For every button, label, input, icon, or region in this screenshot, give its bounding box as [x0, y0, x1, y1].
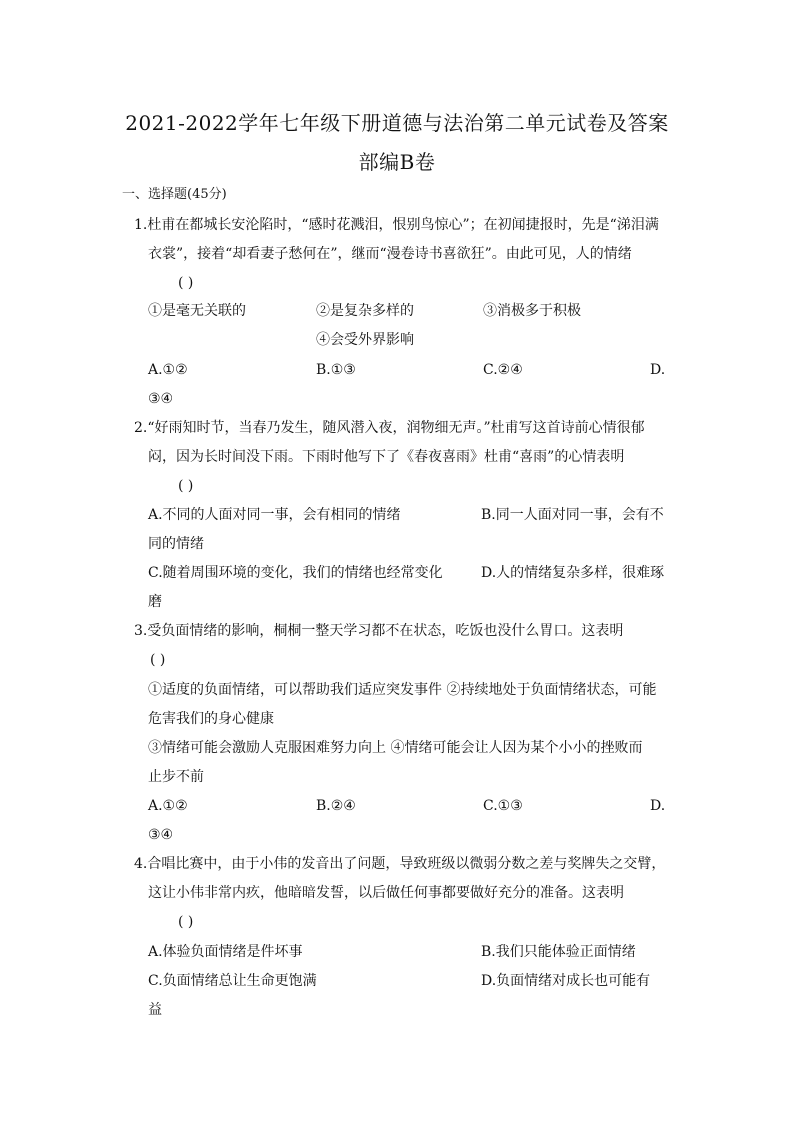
statement-item: ①适度的负面情绪，可以帮助我们适应突发事件 ②持续地处于负面情绪状态，可能 [148, 682, 657, 698]
question-stem: 1.杜甫在都城长安沦陷时，“感时花溅泪，恨别鸟惊心”；在初闻捷报时，先是“涕泪满 [134, 217, 659, 233]
answer-option: C.负面情绪总让生命更饱满 [148, 973, 317, 989]
answer-blank: ( ) [178, 914, 194, 930]
answer-option-wrap: ③④ [148, 391, 174, 407]
answer-option: D. [650, 362, 666, 378]
exam-subtitle: 部编B卷 [358, 150, 436, 174]
answer-option: A.①② [148, 798, 188, 814]
answer-option: A.体验负面情绪是件坏事 [148, 944, 303, 960]
answer-option: A.不同的人面对同一事，会有相同的情绪 [148, 507, 401, 523]
answer-option: B.同一人面对同一事，会有不 [481, 507, 664, 523]
answer-option: A.①② [148, 362, 188, 378]
statement-item: ③情绪可能会激励人克服困难努力向上 ④情绪可能会让人因为某个小小的挫败而 [148, 740, 643, 756]
section-heading: 一、选择题(45分) [122, 187, 227, 202]
question-stem: 闷，因为长时间没下雨。下雨时他写下了《春夜喜雨》杜甫“喜雨”的心情表明 [148, 449, 625, 465]
answer-option-wrap: 同的情绪 [148, 536, 204, 552]
answer-option: B.①③ [316, 362, 356, 378]
question-stem: 衣裳”，接着“却看妻子愁何在”，继而“漫卷诗书喜欲狂”。由此可见，人的情绪 [148, 246, 632, 262]
statement-item: ①是毫无关联的 [148, 303, 246, 319]
question-stem: 2.“好雨知时节，当春乃发生，随风潜入夜，润物细无声。”杜甫写这首诗前心情很郁 [134, 420, 645, 436]
answer-option: D.人的情绪复杂多样，很难琢 [481, 565, 665, 581]
statement-item: ④会受外界影响 [316, 332, 414, 348]
question-stem: 3.受负面情绪的影响，桐桐一整天学习都不在状态，吃饭也没什么胃口。这表明 [134, 623, 624, 639]
answer-option-wrap: 磨 [148, 594, 162, 610]
answer-blank: ( ) [150, 652, 166, 668]
answer-option: B.②④ [316, 798, 356, 814]
answer-option-wrap: 益 [148, 1002, 162, 1018]
question-stem: 4.合唱比赛中，由于小伟的发音出了问题，导致班级以微弱分数之差与奖牌失之交臂， [134, 856, 666, 872]
statement-item: ②是复杂多样的 [316, 303, 414, 319]
statement-item: 危害我们的身心健康 [148, 711, 274, 727]
answer-blank: ( ) [178, 275, 194, 291]
answer-option: C.随着周围环境的变化，我们的情绪也经常变化 [148, 565, 443, 581]
exam-title: 2021-2022学年七年级下册道德与法治第二单元试卷及答案 [125, 111, 669, 135]
answer-option-wrap: ③④ [148, 827, 174, 843]
answer-option: D. [650, 798, 666, 814]
answer-blank: ( ) [178, 478, 194, 494]
question-stem: 这让小伟非常内疚，他暗暗发誓，以后做任何事都要做好充分的准备。这表明 [148, 885, 624, 901]
answer-option: C.②④ [483, 362, 523, 378]
answer-option: C.①③ [483, 798, 523, 814]
statement-item: 止步不前 [148, 769, 204, 785]
answer-option: D.负面情绪对成长也可能有 [481, 973, 651, 989]
answer-option: B.我们只能体验正面情绪 [481, 944, 636, 960]
statement-item: ③消极多于积极 [483, 303, 581, 319]
